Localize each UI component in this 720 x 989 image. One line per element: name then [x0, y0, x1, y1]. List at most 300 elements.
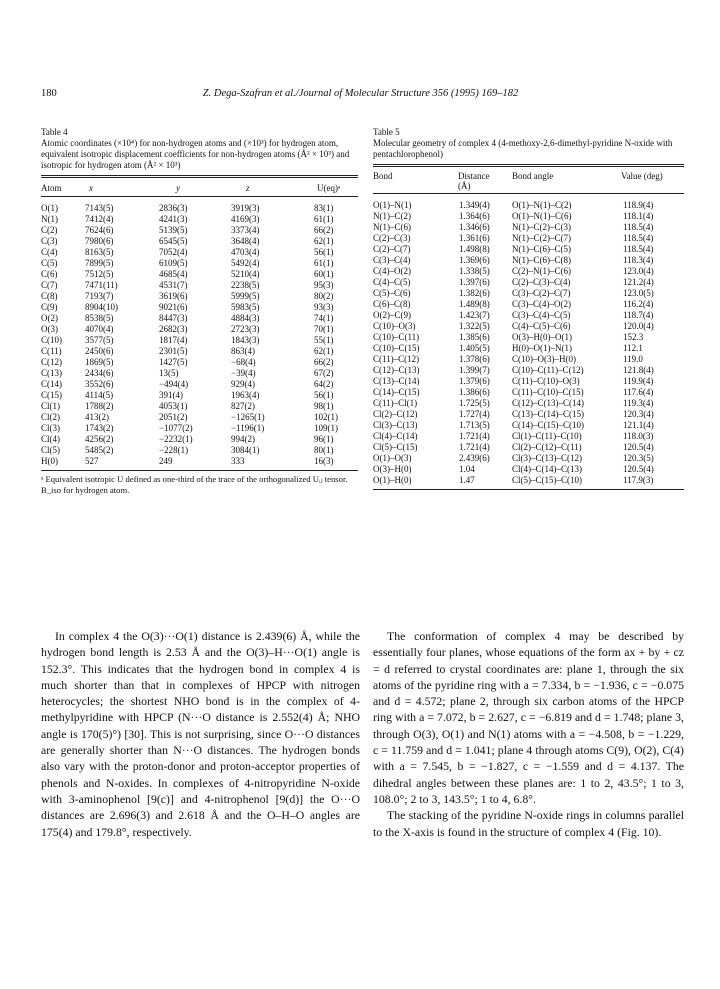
table5-cell-distance: 1.322(5) — [459, 321, 490, 331]
table5-cell-angle: C(4)–C(5)–C(6) — [512, 321, 571, 331]
table-row — [373, 398, 684, 409]
table4-cell-atom: C(3) — [41, 236, 58, 246]
table4-cell-atom: C(10) — [41, 335, 62, 345]
table5-cell-distance: 2.439(6) — [459, 453, 490, 463]
table-row — [373, 200, 684, 211]
table4-cell-x: 3552(6) — [85, 379, 114, 389]
table5-cell-bond: C(6)–C(8) — [373, 299, 411, 309]
table4-cell-ueq: 80(2) — [314, 291, 334, 301]
table5-cell-distance: 1.713(5) — [459, 420, 490, 430]
table4-cell-y: 4531(7) — [159, 280, 188, 290]
table4-cell-z: 5983(5) — [231, 302, 260, 312]
table-row — [373, 343, 684, 354]
table5-cell-distance: 1.721(4) — [459, 442, 490, 452]
table5-cell-bond: Cl(3)–C(13) — [373, 420, 418, 430]
table4-cell-y: 391(4) — [159, 390, 183, 400]
table4-cell-atom: C(12) — [41, 357, 62, 367]
table5-cell-bond: Cl(2)–C(12) — [373, 409, 418, 419]
running-title: Z. Dega-Szafran et al./Journal of Molecular Structure 356 (1995) 169–182 — [202, 88, 519, 99]
table5-cell-angle: N(1)–C(2)–C(7) — [512, 233, 571, 243]
table5-cell-distance: 1.727(4) — [459, 409, 490, 419]
body-right-column — [373, 628, 684, 840]
table4-cell-ueq: 64(2) — [314, 379, 334, 389]
table4-cell-x: 7512(5) — [85, 269, 114, 279]
table4-cell-ueq: 74(1) — [314, 313, 334, 323]
table5-cell-value: 123.0(4) — [623, 266, 654, 276]
table5-cell-bond: C(4)–C(5) — [373, 277, 411, 287]
table5-cell-value: 121.1(4) — [623, 420, 654, 430]
table4-cell-atom: C(11) — [41, 346, 62, 356]
table4-cell-ueq: 55(1) — [314, 335, 334, 345]
table-row — [373, 442, 684, 453]
table5-cell-value: 123.0(5) — [623, 288, 654, 298]
table4-cell-z: 1843(3) — [231, 335, 260, 345]
table-row — [41, 324, 358, 335]
table5-cell-bond: C(10)–C(15) — [373, 343, 420, 353]
table5-cell-angle: O(3)–H(0)–O(1) — [512, 332, 572, 342]
table5-cell-bond: O(1)–O(3) — [373, 453, 412, 463]
table5-cell-angle: N(1)–C(6)–C(5) — [512, 244, 571, 254]
table4-cell-y: −2232(1) — [159, 434, 193, 444]
page-header — [41, 88, 680, 104]
table5-cell-value: 121.8(4) — [623, 365, 654, 375]
table4-cell-x: 7471(11) — [85, 280, 118, 290]
table5-cell-distance: 1.721(4) — [459, 431, 490, 441]
table-5-label: Table 5 — [373, 127, 400, 137]
table5-cell-angle: H(0)–O(1)–N(1) — [512, 343, 572, 353]
table5-cell-distance: 1.04 — [459, 464, 475, 474]
table4-cell-z: 929(4) — [231, 379, 255, 389]
table-4-caption: Atomic coordinates (×10⁴) for non-hydrogen atoms and (×10³) for hydrogen atom, equivalent isotropic displacement coefficients for non-hydrogen atoms (Å² × 10³) and isotropic for hydrogen atom (Å² × 10³) — [41, 138, 350, 170]
table5-cell-value: 152.3 — [623, 332, 644, 342]
table4-cell-ueq: 83(1) — [314, 203, 334, 213]
table5-cell-distance: 1.349(4) — [459, 200, 490, 210]
table4-cell-atom: C(7) — [41, 280, 58, 290]
table5-cell-distance: 1.386(6) — [459, 387, 490, 397]
table5-cell-bond: C(2)–C(3) — [373, 233, 411, 243]
table5-cell-value: 117.6(4) — [623, 387, 654, 397]
table5-cell-angle: Cl(3)–C(13)–C(12) — [512, 453, 582, 463]
table-5-body — [373, 200, 684, 486]
table5-cell-angle: N(1)–C(6)–C(8) — [512, 255, 571, 265]
table5-cell-angle: C(3)–C(4)–O(2) — [512, 299, 571, 309]
table4-cell-atom: C(9) — [41, 302, 58, 312]
body-paragraph-stacking: The stacking of the pyridine N-oxide rings in columns parallel to the X-axis is found in the structure of complex 4 (Fig. 10). — [373, 808, 684, 839]
table5-cell-value: 116.2(4) — [623, 299, 654, 309]
table4-cell-x: 527 — [85, 456, 99, 466]
table4-cell-x: 4256(2) — [85, 434, 114, 444]
table4-cell-ueq: 62(1) — [314, 236, 334, 246]
table5-cell-bond: O(3)–H(0) — [373, 464, 412, 474]
table5-cell-bond: C(12)–C(13) — [373, 365, 420, 375]
table5-cell-distance: 1.338(5) — [459, 266, 490, 276]
table5-cell-value: 121.2(4) — [623, 277, 654, 287]
table4-cell-x: 2450(6) — [85, 346, 114, 356]
table-4-footnote: ᵃ Equivalent isotropic U defined as one-third of the trace of the orthogonalized Uᵢⱼ tensor. B_iso for hydrogen atom. — [41, 474, 348, 495]
table-row — [373, 222, 684, 233]
table-row — [373, 255, 684, 266]
table4-cell-ueq: 109(1) — [314, 423, 338, 433]
table4-cell-y: 4685(4) — [159, 269, 188, 279]
table5-cell-bond: C(14)–C(15) — [373, 387, 420, 397]
table4-cell-x: 1743(2) — [85, 423, 114, 433]
table5-cell-distance: 1.346(6) — [459, 222, 490, 232]
table4-cell-z: 1963(4) — [231, 390, 260, 400]
table-4-body — [41, 203, 358, 467]
table5-cell-bond: O(2)–C(9) — [373, 310, 411, 320]
table-row — [373, 475, 684, 486]
table4-cell-z: 2723(3) — [231, 324, 260, 334]
table5-cell-bond: O(1)–H(0) — [373, 475, 412, 485]
table-5-header-rule — [373, 193, 684, 194]
table4-cell-y: 3619(6) — [159, 291, 188, 301]
table4-cell-ueq: 62(1) — [314, 346, 334, 356]
table4-cell-ueq: 96(1) — [314, 434, 334, 444]
table5-cell-distance: 1.379(6) — [459, 376, 490, 386]
table5-cell-bond: O(1)–N(1) — [373, 200, 412, 210]
table5-cell-value: 120.3(4) — [623, 409, 654, 419]
table5-cell-value: 118.5(4) — [623, 244, 654, 254]
table4-cell-y: 2836(3) — [159, 203, 188, 213]
table5-cell-angle: C(2)–C(3)–C(4) — [512, 277, 571, 287]
table4-cell-atom: C(14) — [41, 379, 62, 389]
table4-cell-ueq: 60(1) — [314, 269, 334, 279]
table-row — [373, 453, 684, 464]
table4-cell-x: 1788(2) — [85, 401, 114, 411]
table5-cell-distance: 1.378(6) — [459, 354, 490, 364]
page-number: 180 — [41, 88, 57, 99]
table4-cell-z: 994(2) — [231, 434, 255, 444]
table4-cell-z: 5999(5) — [231, 291, 260, 301]
table-row — [41, 346, 358, 357]
table-row — [41, 456, 358, 467]
table-row — [41, 225, 358, 236]
table4-cell-ueq: 95(3) — [314, 280, 334, 290]
table5-cell-bond: N(1)–C(2) — [373, 211, 411, 221]
table4-cell-x: 2434(6) — [85, 368, 114, 378]
table4-cell-ueq: 80(1) — [314, 445, 334, 455]
table5-cell-bond: C(3)–C(4) — [373, 255, 411, 265]
table4-cell-z: 4703(4) — [231, 247, 260, 257]
table-row — [41, 412, 358, 423]
table5-cell-value: 120.3(5) — [623, 453, 654, 463]
table4-cell-ueq: 66(2) — [314, 225, 334, 235]
table4-cell-y: 9021(6) — [159, 302, 188, 312]
table4-cell-y: −1077(2) — [159, 423, 193, 433]
table5-cell-distance: 1.364(6) — [459, 211, 490, 221]
table5-cell-angle: C(14)–C(15)–C(10) — [512, 420, 584, 430]
table4-cell-z: 863(4) — [231, 346, 255, 356]
table-5-caption: Molecular geometry of complex 4 (4-methoxy-2,6-dimethyl-pyridine N-oxide with pentachlorophenol) — [373, 138, 673, 159]
table4-cell-x: 7143(5) — [85, 203, 114, 213]
table5-cell-bond: C(10)–C(11) — [373, 332, 420, 342]
table4-cell-z: 2238(5) — [231, 280, 260, 290]
table5-cell-angle: C(12)–C(13)–C(14) — [512, 398, 584, 408]
table-row — [41, 401, 358, 412]
table4-cell-z: 827(2) — [231, 401, 255, 411]
table4-cell-z: 5492(4) — [231, 258, 260, 268]
table5-cell-value: 117.9(3) — [623, 475, 654, 485]
table4-cell-ueq: 98(1) — [314, 401, 334, 411]
table5-cell-value: 119.9(4) — [623, 376, 654, 386]
table4-cell-z: 5210(4) — [231, 269, 260, 279]
table5-cell-bond: N(1)–C(6) — [373, 222, 411, 232]
table5-cell-distance: 1.47 — [459, 475, 475, 485]
table4-cell-atom: N(1) — [41, 214, 58, 224]
table4-cell-atom: O(1) — [41, 203, 58, 213]
table-5-col-distance: Distance (Å) — [458, 171, 490, 191]
table-row — [373, 365, 684, 376]
table4-cell-z: 3919(3) — [231, 203, 260, 213]
table5-cell-bond: C(10)–O(3) — [373, 321, 416, 331]
table5-cell-angle: C(3)–C(4)–C(5) — [512, 310, 571, 320]
table-row — [373, 431, 684, 442]
table4-cell-atom: C(13) — [41, 368, 62, 378]
table-4 — [41, 127, 358, 496]
table5-cell-distance: 1.385(6) — [459, 332, 490, 342]
table-row — [373, 277, 684, 288]
table5-cell-angle: C(2)–N(1)–C(6) — [512, 266, 571, 276]
table5-cell-angle: Cl(1)–C(11)–C(10) — [512, 431, 582, 441]
table-row — [41, 269, 358, 280]
table4-cell-atom: C(8) — [41, 291, 58, 301]
table5-cell-angle: C(10)–O(3)–H(0) — [512, 354, 576, 364]
table5-cell-value: 118.7(4) — [623, 310, 654, 320]
table-4-caption-block — [41, 127, 358, 171]
table4-cell-atom: O(2) — [41, 313, 58, 323]
table-row — [41, 434, 358, 445]
table5-cell-bond: C(13)–C(14) — [373, 376, 420, 386]
table4-cell-y: 4241(3) — [159, 214, 188, 224]
table4-cell-atom: Cl(4) — [41, 434, 60, 444]
table-4-col-atom: Atom — [41, 183, 62, 193]
table-5-col-angle: Bond angle — [512, 171, 554, 181]
table5-cell-distance: 1.725(5) — [459, 398, 490, 408]
table-row — [41, 423, 358, 434]
table4-cell-z: 3084(1) — [231, 445, 260, 455]
table4-cell-x: 7899(5) — [85, 258, 114, 268]
table-4-col-z: z — [246, 183, 250, 193]
table4-cell-atom: C(2) — [41, 225, 58, 235]
table-row — [41, 258, 358, 269]
table-row — [373, 387, 684, 398]
table5-cell-value: 118.5(4) — [623, 233, 654, 243]
table4-cell-x: 3577(5) — [85, 335, 114, 345]
body-left-column — [41, 628, 360, 840]
table4-cell-y: 6545(5) — [159, 236, 188, 246]
body-paragraph-conformation: The conformation of complex 4 may be described by essentially four planes, whose equations of the form ax + by + cz = d referred to crystal coordinates are: plane 1, through the six atoms of the pyridine ring with a = 7.334, b = −1.936, c = −0.075 and d = 4.572; plane 2, through six carbon atoms of the HPCP ring with a = 7.072, b = 2.627, c = −6.819 and d = 1.748; plane 3, through O(3), O(1) and N(1) atoms with a = −4.508, b = −1.229, c = 11.759 and d = 1.041; plane 4 through atoms C(9), O(2), C(4) with a = 7.545, b = −1.827, c = −1.559 and d = 4.137. The dihedral angles between these planes are: 1 to 2, 43.5°; 1 to 3, 108.0°; 2 to 3, 143.5°; 1 to 4, 6.8°. — [373, 629, 684, 806]
table4-cell-y: 2051(2) — [159, 412, 188, 422]
table-row — [373, 420, 684, 431]
table4-cell-atom: Cl(5) — [41, 445, 60, 455]
body-paragraph-hydrogen-bond: In complex 4 the O(3)···O(1) distance is 2.439(6) Å, while the hydrogen bond length is 2.53 Å and the O(3)–H···O(1) angle is 152.3°. This indicates that the hydrogen bond in complex 4 is much shorter than that in complexes of HPCP with nitrogen heterocycles; the shortest NHO bond is in the complex of 4-methylpyridine with HPCP (N···O distance is 2.552(4) Å; NHO angle is 170(5)°) [30]. This is not surprising, since O···O distances are generally shorter than N···O distances. The hydrogen bonds also vary with the proton-donor and proton-acceptor properties of phenols and N-oxides. In complexes of 4-nitropyridine N-oxide with 3-aminophenol [9(c)] and 4-nitrophenol [9(d)] the O···O distances are 2.696(3) and 2.618 Å and the O–H–O angles are 175(4) and 179.8°, respectively. — [41, 629, 360, 839]
table4-cell-z: −39(4) — [231, 368, 256, 378]
table5-cell-angle: O(1)–N(1)–C(6) — [512, 211, 572, 221]
table4-cell-ueq: 56(1) — [314, 247, 334, 257]
table4-cell-y: 1427(5) — [159, 357, 188, 367]
table4-cell-x: 1869(5) — [85, 357, 114, 367]
table4-cell-x: 413(2) — [85, 412, 109, 422]
table-row — [41, 203, 358, 214]
table-row — [41, 302, 358, 313]
table-4-label: Table 4 — [41, 127, 68, 137]
table4-cell-ueq: 67(2) — [314, 368, 334, 378]
table4-cell-z: −68(4) — [231, 357, 256, 367]
table-5-bottom-rule — [373, 489, 684, 490]
table4-cell-z: 333 — [231, 456, 245, 466]
table-4-bottom-rule — [41, 470, 358, 471]
table4-cell-x: 4070(4) — [85, 324, 114, 334]
table4-cell-x: 8904(10) — [85, 302, 118, 312]
table4-cell-atom: C(4) — [41, 247, 58, 257]
table4-cell-y: 249 — [159, 456, 173, 466]
table5-cell-value: 118.5(4) — [623, 222, 654, 232]
table5-cell-angle: C(11)–C(10)–C(15) — [512, 387, 584, 397]
table5-cell-angle: Cl(4)–C(14)–C(13) — [512, 464, 582, 474]
table4-cell-y: 6109(5) — [159, 258, 188, 268]
table4-cell-atom: H(0) — [41, 456, 58, 466]
table5-cell-distance: 1.397(6) — [459, 277, 490, 287]
table5-cell-bond: C(5)–C(6) — [373, 288, 411, 298]
table-row — [41, 335, 358, 346]
table5-cell-angle: Cl(2)–C(12)–C(11) — [512, 442, 582, 452]
table5-cell-distance: 1.405(5) — [459, 343, 490, 353]
table5-cell-distance: 1.369(6) — [459, 255, 490, 265]
table5-cell-value: 118.0(3) — [623, 431, 654, 441]
table5-cell-bond: C(2)–C(7) — [373, 244, 411, 254]
table5-cell-angle: C(10)–C(11)–C(12) — [512, 365, 584, 375]
table4-cell-atom: Cl(3) — [41, 423, 60, 433]
table4-cell-atom: Cl(2) — [41, 412, 60, 422]
table-row — [373, 409, 684, 420]
table-5-col-value: Value (deg) — [621, 171, 663, 181]
table5-cell-distance: 1.423(7) — [459, 310, 490, 320]
table5-cell-value: 119.0 — [623, 354, 643, 364]
table4-cell-z: 3373(4) — [231, 225, 260, 235]
table5-cell-bond: C(11)–C(12) — [373, 354, 420, 364]
table4-cell-y: −228(1) — [159, 445, 189, 455]
table4-cell-y: 5139(5) — [159, 225, 188, 235]
table4-cell-ueq: 93(3) — [314, 302, 334, 312]
table4-cell-z: −1196(1) — [231, 423, 265, 433]
table5-cell-distance: 1.382(6) — [459, 288, 490, 298]
table5-cell-value: 120.5(4) — [623, 464, 654, 474]
table4-cell-y: −494(4) — [159, 379, 189, 389]
table5-cell-bond: C(11)–Cl(1) — [373, 398, 418, 408]
table4-cell-y: 8447(3) — [159, 313, 188, 323]
table4-cell-x: 8163(5) — [85, 247, 114, 257]
table-row — [41, 368, 358, 379]
table-row — [373, 288, 684, 299]
table4-cell-x: 4114(5) — [85, 390, 114, 400]
table5-cell-angle: O(1)–N(1)–C(2) — [512, 200, 572, 210]
table-5-caption-block — [373, 127, 684, 160]
table4-cell-atom: C(6) — [41, 269, 58, 279]
table5-cell-angle: Cl(5)–C(15)–C(10) — [512, 475, 582, 485]
table5-cell-value: 120.0(4) — [623, 321, 654, 331]
table-row — [41, 214, 358, 225]
table4-cell-ueq: 66(2) — [314, 357, 334, 367]
table5-cell-value: 119.3(4) — [623, 398, 654, 408]
table-row — [373, 299, 684, 310]
table5-cell-value: 120.5(4) — [623, 442, 654, 452]
table4-cell-z: 3648(4) — [231, 236, 260, 246]
table-row — [41, 379, 358, 390]
table-row — [41, 280, 358, 291]
table-row — [41, 445, 358, 456]
table5-cell-value: 112.1 — [623, 343, 643, 353]
table4-cell-ueq: 61(1) — [314, 258, 334, 268]
table5-cell-bond: C(4)–O(2) — [373, 266, 411, 276]
table-4-header-rule — [41, 196, 358, 197]
table4-cell-y: 2682(3) — [159, 324, 188, 334]
table5-cell-value: 118.9(4) — [623, 200, 654, 210]
table-row — [41, 357, 358, 368]
table4-cell-y: 7052(4) — [159, 247, 188, 257]
table4-cell-y: 4053(1) — [159, 401, 188, 411]
table5-cell-distance: 1.361(6) — [459, 233, 490, 243]
table-row — [373, 354, 684, 365]
table-row — [373, 464, 684, 475]
table5-cell-bond: Cl(4)–C(14) — [373, 431, 418, 441]
table-row — [373, 321, 684, 332]
table4-cell-x: 7980(6) — [85, 236, 114, 246]
table5-cell-angle: C(11)–C(10)–O(3) — [512, 376, 580, 386]
table5-cell-value: 118.3(4) — [623, 255, 654, 265]
table5-cell-distance: 1.399(7) — [459, 365, 490, 375]
table-4-header-row — [41, 178, 358, 196]
table5-cell-angle: C(3)–C(2)–C(7) — [512, 288, 571, 298]
table4-cell-y: 1817(4) — [159, 335, 188, 345]
table-row — [373, 376, 684, 387]
table4-cell-atom: C(15) — [41, 390, 62, 400]
table-row — [41, 313, 358, 324]
table4-cell-z: 4169(3) — [231, 214, 260, 224]
table5-cell-bond: Cl(5)–C(15) — [373, 442, 418, 452]
table5-cell-angle: C(13)–C(14)–C(15) — [512, 409, 584, 419]
table4-cell-y: 2301(5) — [159, 346, 188, 356]
table-5-col-bond: Bond — [373, 171, 393, 181]
table-5 — [373, 127, 684, 490]
table5-cell-distance: 1.489(8) — [459, 299, 490, 309]
table4-cell-ueq: 70(1) — [314, 324, 334, 334]
table4-cell-z: −1265(1) — [231, 412, 265, 422]
table4-cell-ueq: 56(1) — [314, 390, 334, 400]
table4-cell-x: 7193(7) — [85, 291, 114, 301]
table-row — [373, 266, 684, 277]
table4-cell-ueq: 16(3) — [314, 456, 334, 466]
table-row — [41, 291, 358, 302]
table4-cell-atom: Cl(1) — [41, 401, 60, 411]
table5-cell-distance: 1.498(8) — [459, 244, 490, 254]
table-row — [41, 236, 358, 247]
table-4-col-y: y — [176, 183, 180, 193]
table-row — [41, 390, 358, 401]
table5-cell-angle: N(1)–C(2)–C(3) — [512, 222, 571, 232]
table4-cell-ueq: 61(1) — [314, 214, 334, 224]
table-row — [373, 310, 684, 321]
table-row — [373, 233, 684, 244]
table4-cell-atom: C(5) — [41, 258, 58, 268]
table4-cell-x: 7624(6) — [85, 225, 114, 235]
table-4-col-x: x — [89, 183, 93, 193]
table4-cell-x: 5485(2) — [85, 445, 114, 455]
table-4-col-ueq: U(eq)ᵃ — [317, 183, 341, 193]
table4-cell-z: 4884(3) — [231, 313, 260, 323]
table-row — [41, 247, 358, 258]
table5-cell-value: 118.1(4) — [623, 211, 654, 221]
table-row — [373, 332, 684, 343]
